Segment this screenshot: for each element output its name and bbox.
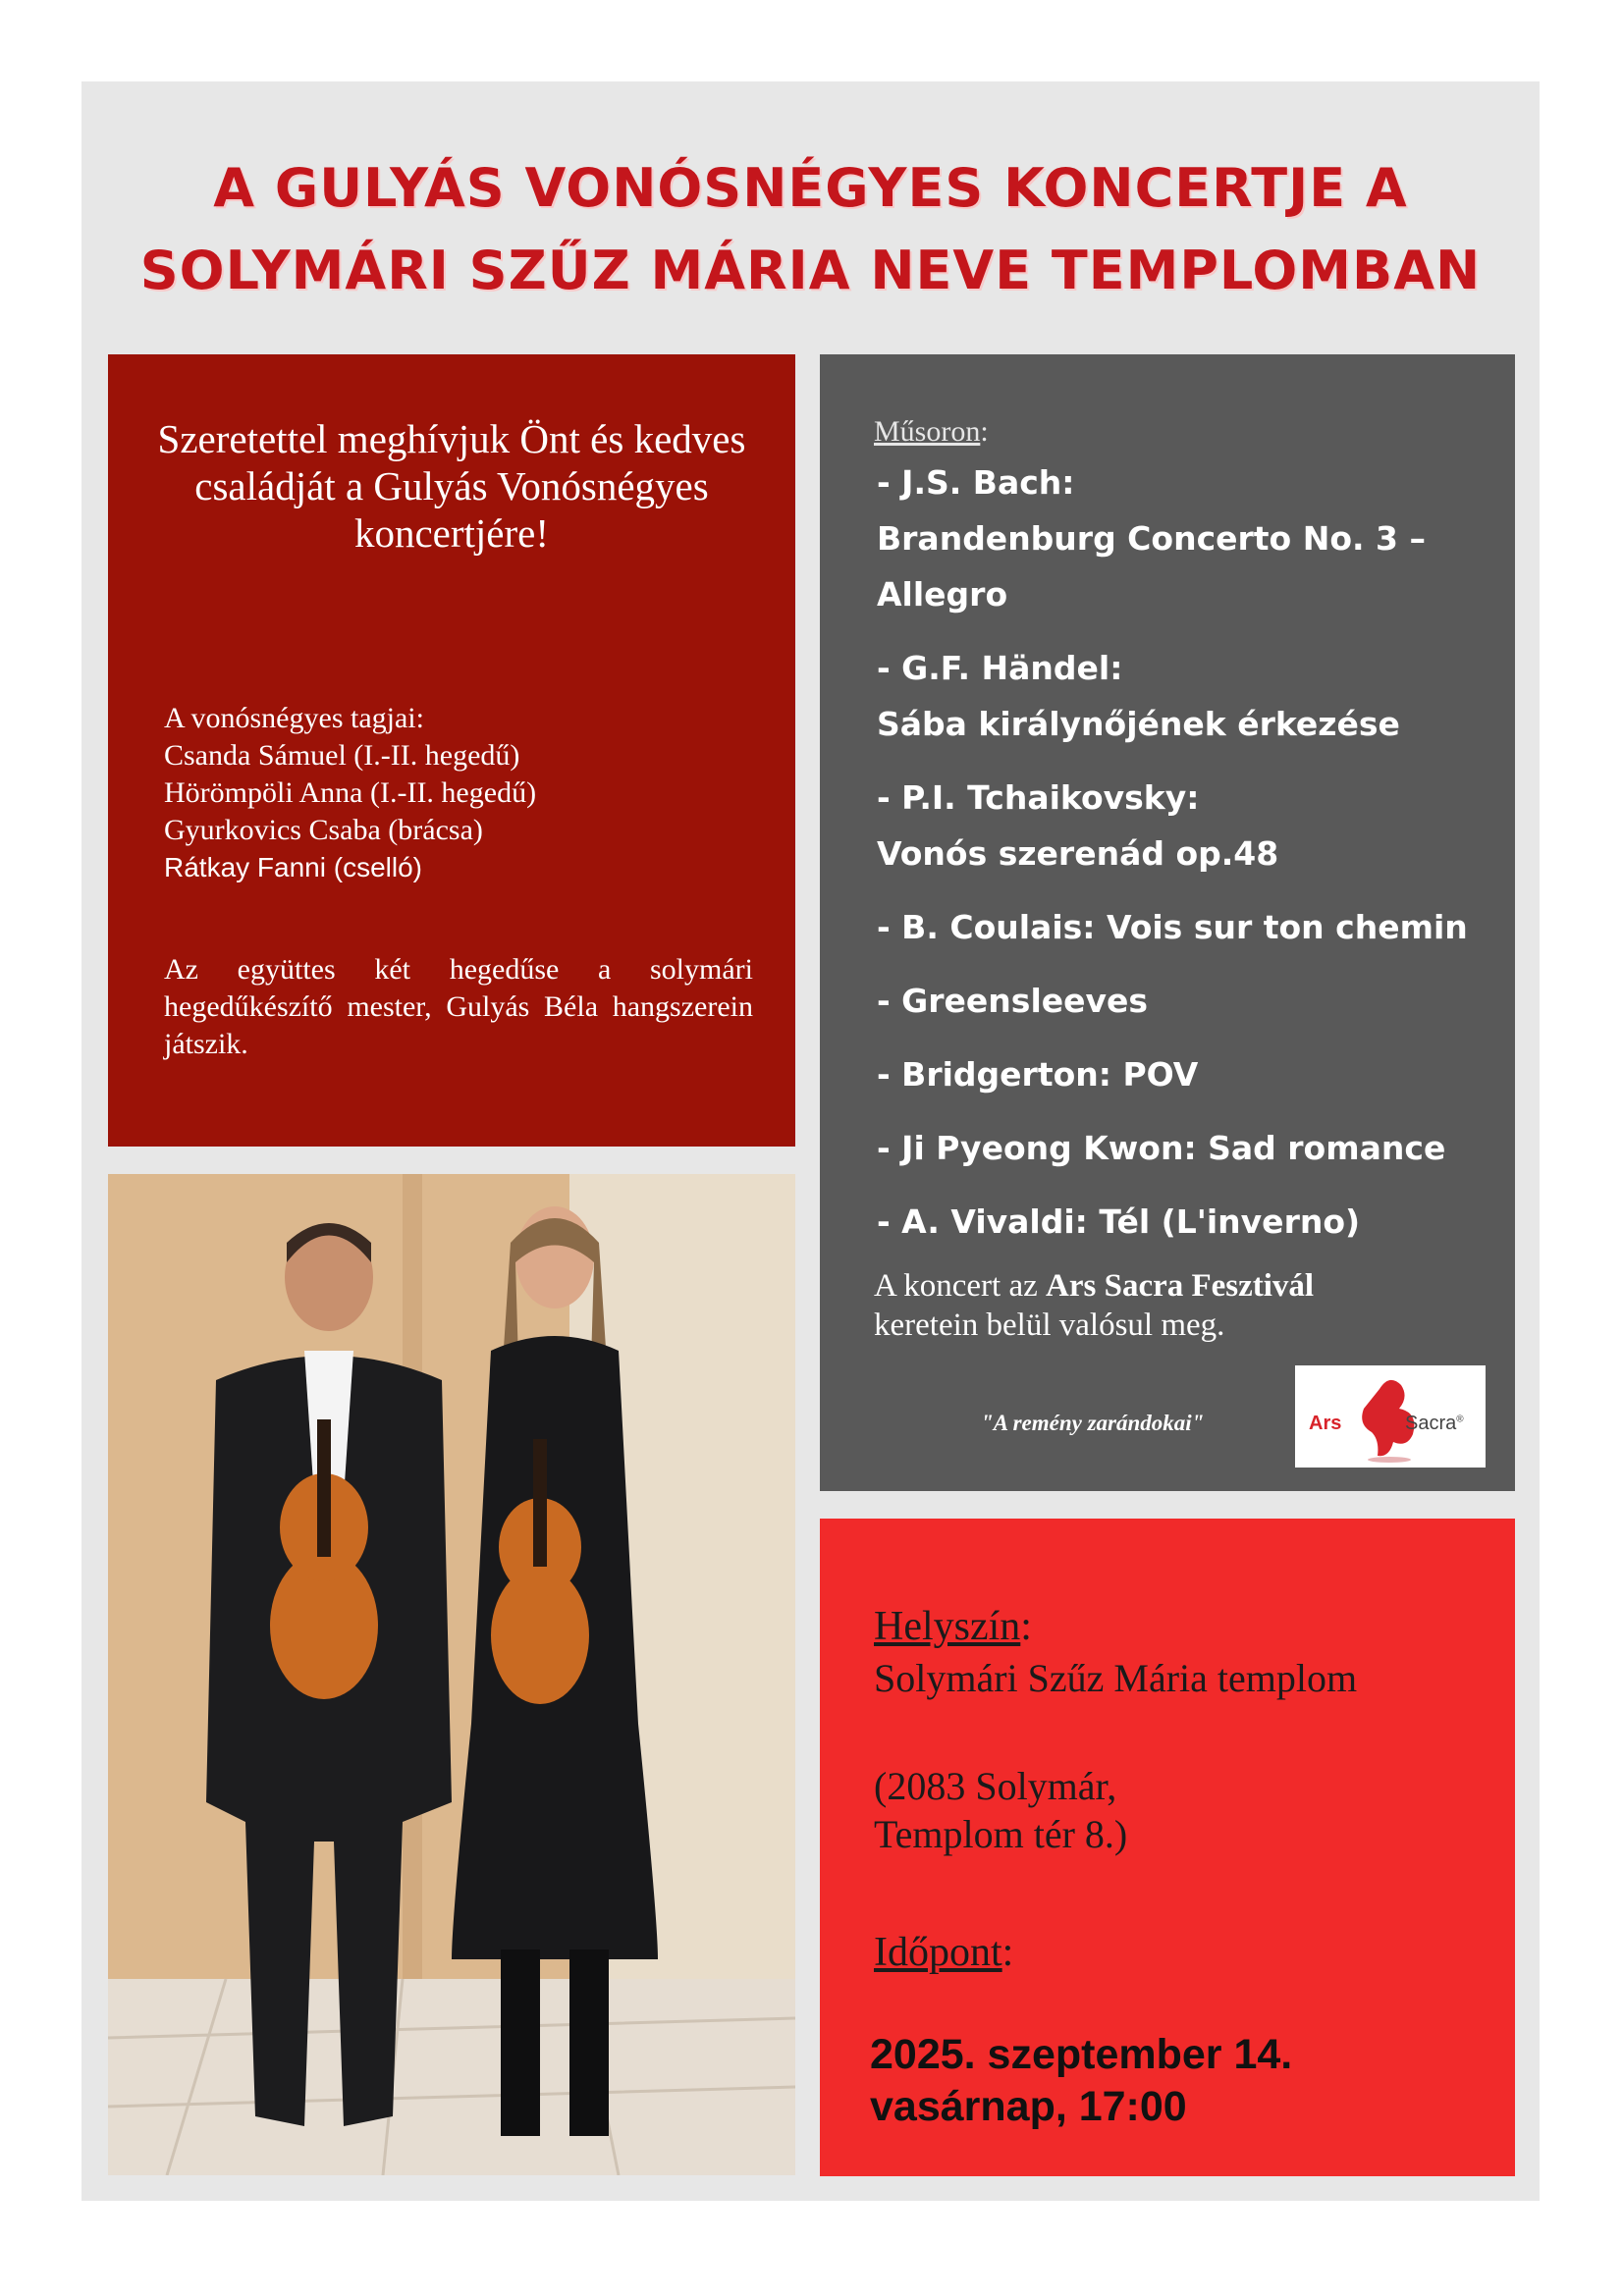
title-line-1: A GULYÁS VONÓSNÉGYES KONCERTJE A <box>213 157 1408 219</box>
logo-text-ars: Ars <box>1309 1413 1342 1434</box>
program-item <box>877 973 1505 1029</box>
location-label-colon: : <box>1020 1604 1032 1649</box>
members-heading: A vonósnégyes tagjai: <box>164 702 424 734</box>
festival-name: Ars Sacra Fesztivál <box>1046 1268 1315 1304</box>
program-item-line: - A. Vivaldi: Tél (L'inverno) <box>877 1202 1361 1241</box>
program-item-line: - Ji Pyeong Kwon: Sad romance <box>877 1129 1446 1167</box>
festival-suffix: keretein belül valósul meg. <box>874 1308 1225 1343</box>
registered-mark: ® <box>1456 1414 1464 1425</box>
program-item <box>877 1194 1505 1250</box>
location-label-text: Helyszín <box>874 1604 1021 1649</box>
ars-sacra-logo <box>1295 1365 1486 1468</box>
location-name: Solymári Szűz Mária templom <box>874 1656 1358 1700</box>
poster-title <box>81 147 1540 312</box>
program-item-line: - G.F. Händel: <box>877 649 1123 687</box>
time-line: vasárnap, 17:00 <box>870 2083 1187 2130</box>
musicians-photo <box>108 1174 795 2175</box>
program-item-line: Allegro <box>877 575 1008 614</box>
time-label-colon: : <box>1001 1930 1014 1975</box>
program-item-line: Brandenburg Concerto No. 3 – <box>877 519 1426 558</box>
program-item <box>877 1046 1505 1102</box>
program-item-line: - J.S. Bach: <box>877 463 1075 502</box>
time-label-text: Időpont <box>874 1930 1002 1975</box>
member-item: Rátkay Fanni (cselló) <box>164 852 422 882</box>
program-heading <box>874 414 989 450</box>
program-heading-label: Műsoron <box>874 415 981 448</box>
member-item: Csanda Sámuel (I.-II. hegedű) <box>164 739 520 772</box>
program-item-line: - P.I. Tchaikovsky: <box>877 778 1200 817</box>
festival-note <box>874 1266 1502 1345</box>
program-item <box>877 640 1505 752</box>
members-list <box>164 700 753 886</box>
program-item <box>877 1120 1505 1176</box>
program-heading-colon: : <box>980 415 989 448</box>
program-item <box>877 770 1505 881</box>
invitation-panel <box>108 354 795 1147</box>
location-label <box>874 1603 1032 1650</box>
member-item: Hörömpöli Anna (I.-II. hegedű) <box>164 776 537 809</box>
venue-panel <box>820 1519 1515 2176</box>
program-item-line: - Greensleeves <box>877 982 1149 1020</box>
date-line: 2025. szeptember 14. <box>870 2031 1293 2078</box>
program-panel <box>820 354 1515 1491</box>
address-line-2: Templom tér 8.) <box>874 1812 1128 1856</box>
title-line-2: SOLYMÁRI SZŰZ MÁRIA NEVE TEMPLOMBAN <box>139 240 1482 301</box>
program-item <box>877 454 1505 622</box>
program-item-line: Vonós szerenád op.48 <box>877 834 1279 873</box>
member-item: Gyurkovics Csaba (brácsa) <box>164 814 483 846</box>
program-list <box>877 454 1505 1267</box>
festival-prefix: A koncert az <box>874 1268 1047 1304</box>
program-item-line: - Bridgerton: POV <box>877 1055 1199 1094</box>
invitation-text: Szeretettel meghívjuk Önt és kedves családját a Gulyás Vonósnégyes koncertjére! <box>157 416 746 556</box>
event-date <box>870 2029 1498 2133</box>
instrument-note: Az együttes két hegedűse a solymári hegedűkészítő mester, Gulyás Béla hangszerein játszik. <box>164 953 753 1060</box>
program-item-line: - B. Coulais: Vois sur ton chemin <box>877 908 1468 946</box>
logo-text-sacra <box>1405 1413 1464 1435</box>
program-item <box>877 899 1505 955</box>
time-label <box>874 1929 1013 1976</box>
musicians-photo-illustration <box>108 1174 795 2175</box>
logo-text-sacra-word: Sacra <box>1405 1413 1457 1434</box>
address-line-1: (2083 Solymár, <box>874 1764 1117 1808</box>
program-item-line: Sába királynőjének érkezése <box>877 705 1400 743</box>
poster <box>81 81 1540 2201</box>
festival-motto: "A remény zarándokai" <box>981 1411 1205 1435</box>
